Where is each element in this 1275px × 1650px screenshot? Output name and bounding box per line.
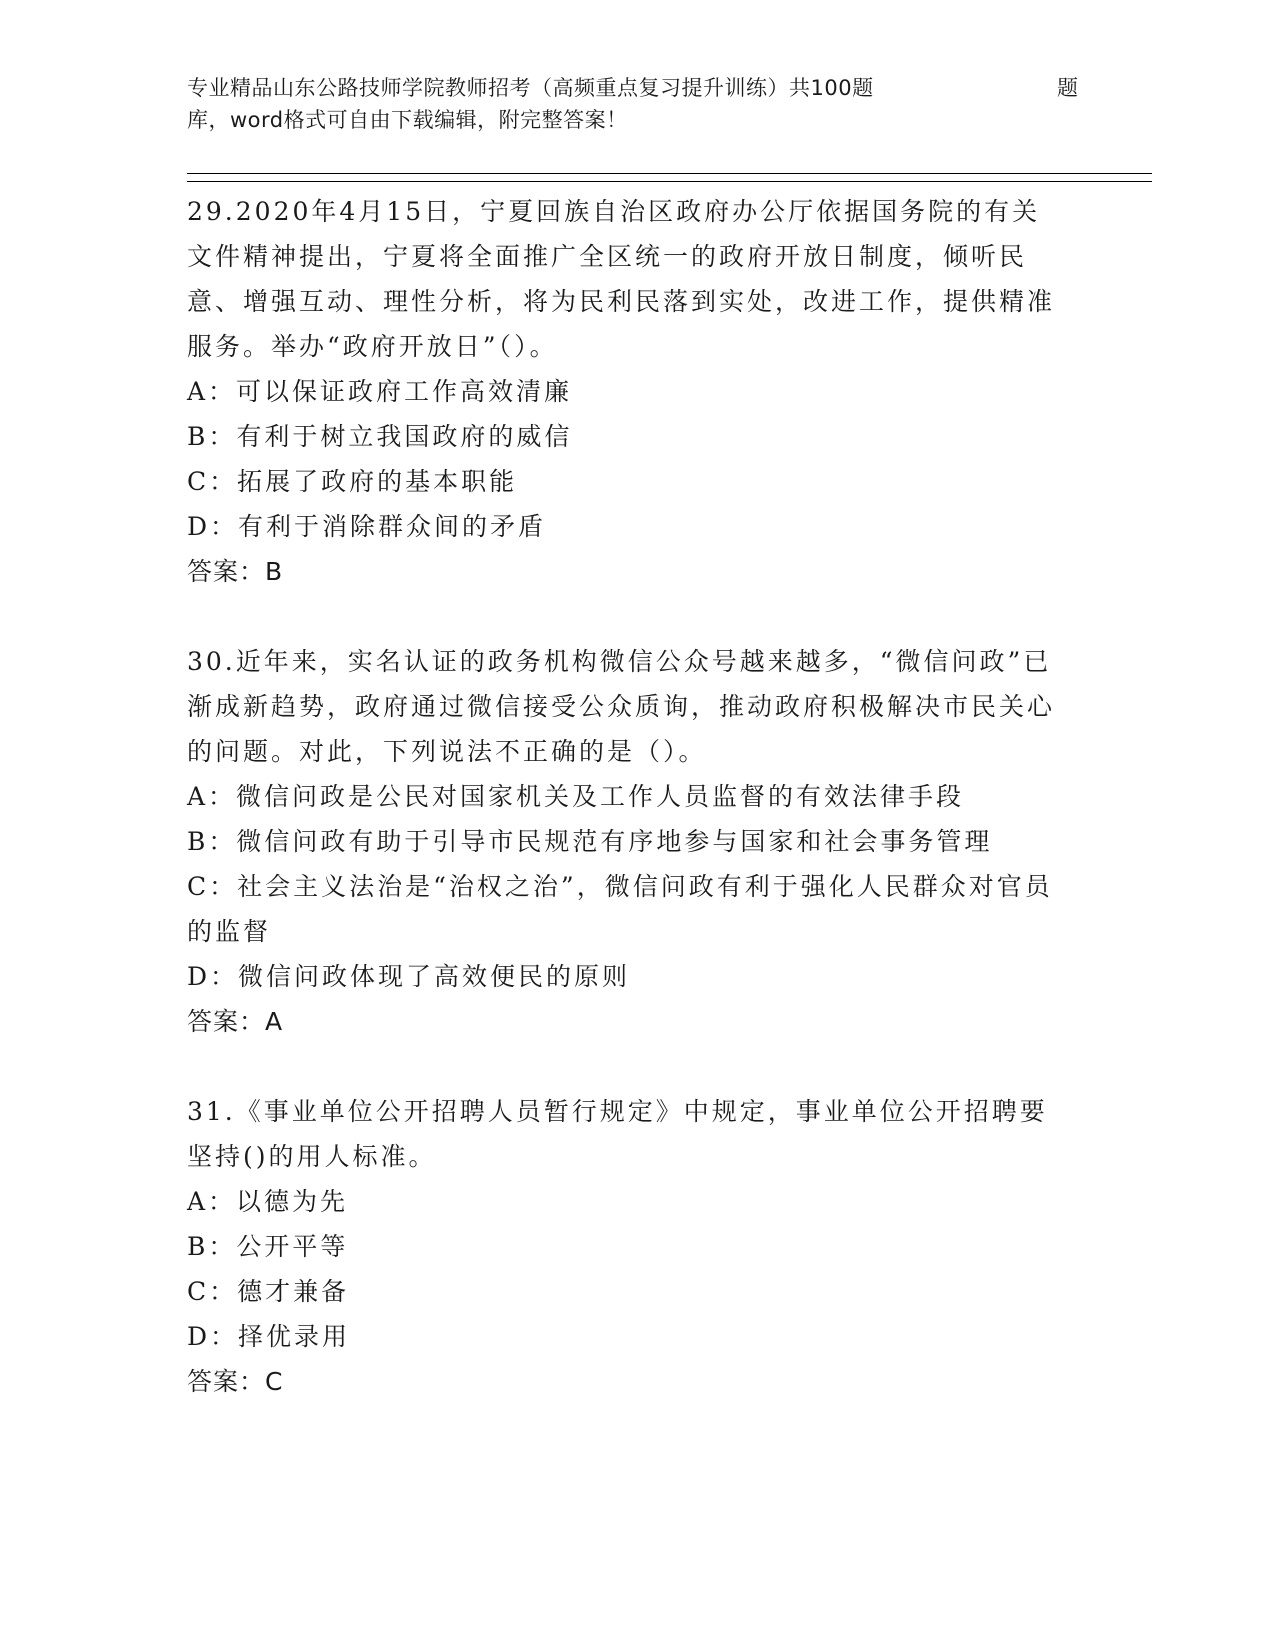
question-spacer xyxy=(187,594,1067,639)
question-30 xyxy=(187,639,1067,1044)
question-31 xyxy=(187,1089,1067,1404)
question-text: 29.2020年4月15日，宁夏回族自治区政府办公厅依据国务院的有关文件精神提出，宁夏将全面推广全区统一的政府开放日制度，倾听民意、增强互动、理性分析，将为民利民落到实处，改进工作，提供精准服务。举办“政府开放日”（）。 xyxy=(187,197,1056,361)
question-29 xyxy=(187,189,1067,594)
header-title-extra-char: 题 xyxy=(1057,76,1079,100)
answer: 答案：C xyxy=(187,1367,284,1396)
option-d: D：微信问政体现了高效便民的原则 xyxy=(187,962,631,991)
option-d: D：有利于消除群众间的矛盾 xyxy=(187,512,547,541)
answer: 答案：A xyxy=(187,1007,284,1036)
document-header xyxy=(187,72,1087,136)
option-a: A：可以保证政府工作高效清廉 xyxy=(187,377,573,406)
question-spacer xyxy=(187,1044,1067,1089)
option-a: A：以德为先 xyxy=(187,1187,349,1216)
option-c: C：社会主义法治是“治权之治”，微信问政有利于强化人民群众对官员的监督 xyxy=(187,872,1053,946)
option-d: D：择优录用 xyxy=(187,1322,351,1351)
question-text: 31.《事业单位公开招聘人员暂行规定》中规定，事业单位公开招聘要坚持()的用人标准。 xyxy=(187,1097,1048,1171)
header-divider-bottom xyxy=(187,181,1152,182)
header-divider-top xyxy=(187,173,1152,174)
option-c: C：拓展了政府的基本职能 xyxy=(187,467,518,496)
option-b: B：有利于树立我国政府的威信 xyxy=(187,422,573,451)
option-b: B：微信问政有助于引导市民规范有序地参与国家和社会事务管理 xyxy=(187,827,993,856)
option-a: A：微信问政是公民对国家机关及工作人员监督的有效法律手段 xyxy=(187,782,965,811)
question-list xyxy=(187,189,1067,1404)
answer: 答案：B xyxy=(187,557,284,586)
option-c: C：德才兼备 xyxy=(187,1277,350,1306)
header-title-text: 专业精品山东公路技师学院教师招考（高频重点复习提升训练）共100题 xyxy=(187,76,874,100)
question-text: 30.近年来，实名认证的政务机构微信公众号越来越多，“微信问政”已渐成新趋势，政府通过微信接受公众质询，推动政府积极解决市民关心的问题。对此，下列说法不正确的是（）。 xyxy=(187,647,1056,766)
header-title-line-1 xyxy=(187,72,1087,104)
option-b: B：公开平等 xyxy=(187,1232,349,1261)
header-title-line-2: 库，word格式可自由下载编辑，附完整答案！ xyxy=(187,108,628,132)
